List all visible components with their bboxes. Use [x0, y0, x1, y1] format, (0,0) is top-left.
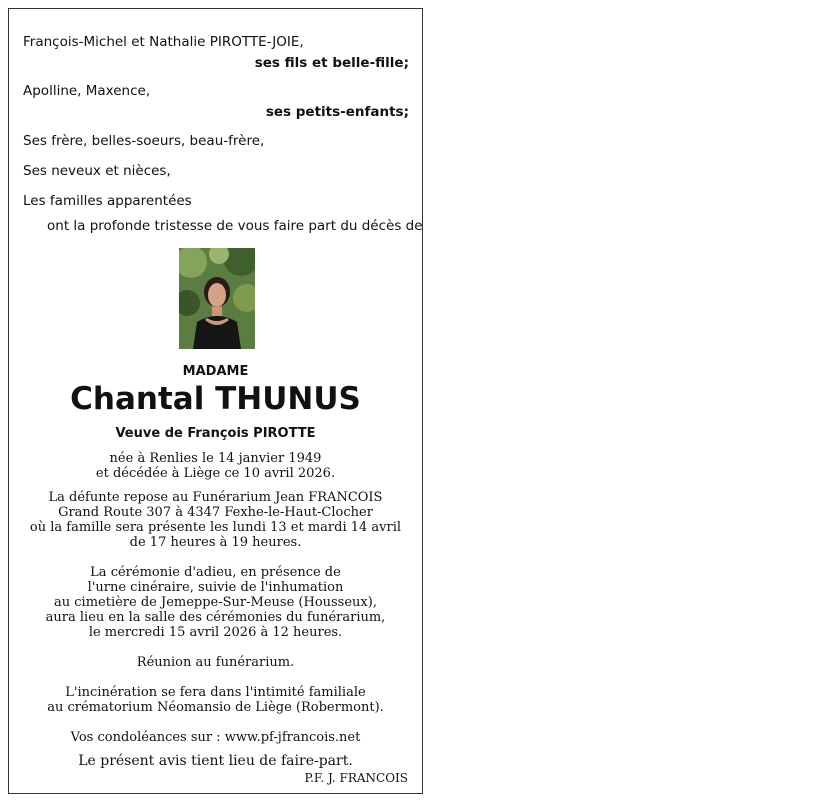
- reunion-line: Réunion au funérarium.: [136, 655, 295, 670]
- ceremony-line: le mercredi 15 avril 2026 à 12 heures.: [88, 625, 343, 640]
- relation-grandchildren: ses petits-enfants;: [265, 104, 409, 120]
- death-line: et décédée à Liège ce 10 avril 2026.: [95, 466, 336, 481]
- portrait-photo: [179, 248, 255, 349]
- ceremony-line: aura lieu en la salle des cérémonies du funérarium,: [45, 610, 386, 625]
- ceremony-line: l'urne cinéraire, suivie de l'inhumation: [87, 580, 344, 595]
- signature: P.F. J. FRANCOIS: [304, 771, 408, 785]
- repose-line: La défunte repose au Funérarium Jean FRANCOIS: [48, 490, 383, 505]
- deceased-name: Chantal THUNUS: [70, 381, 361, 417]
- family-line-siblings: Ses frère, belles-soeurs, beau-frère,: [23, 133, 265, 149]
- ceremony-line: La cérémonie d'adieu, en présence de: [90, 565, 341, 580]
- ceremony-line: au cimetière de Jemeppe-Sur-Meuse (Housseux),: [54, 595, 377, 610]
- family-line-relatives: Les familles apparentées: [23, 193, 192, 209]
- notice-line: Le présent avis tient lieu de faire-part.: [78, 753, 353, 769]
- birth-line: née à Renlies le 14 janvier 1949: [109, 451, 322, 466]
- widow-of: Veuve de François PIROTTE: [115, 426, 316, 441]
- repose-line: où la famille sera présente les lundi 13 et mardi 14 avril: [29, 520, 402, 535]
- relation-sons: ses fils et belle-fille;: [254, 55, 409, 71]
- title-madame: MADAME: [182, 364, 249, 379]
- condolences-line: Vos condoléances sur : www.pf-jfrancois.net: [70, 730, 361, 745]
- family-line-nephews: Ses neveux et nièces,: [23, 163, 171, 179]
- repose-line: de 17 heures à 19 heures.: [129, 535, 302, 550]
- family-line-sons: François-Michel et Nathalie PIROTTE-JOIE,: [23, 34, 304, 50]
- obituary-notice: [8, 8, 423, 794]
- family-line-grandchildren: Apolline, Maxence,: [23, 83, 151, 99]
- cremation-line: L'incinération se fera dans l'intimité familiale: [65, 685, 366, 700]
- repose-line: Grand Route 307 à 4347 Fexhe-le-Haut-Clocher: [58, 505, 373, 520]
- announcement-text: ont la profonde tristesse de vous faire part du décès de: [47, 218, 423, 234]
- cremation-line: au crématorium Néomansio de Liège (Robermont).: [47, 700, 384, 715]
